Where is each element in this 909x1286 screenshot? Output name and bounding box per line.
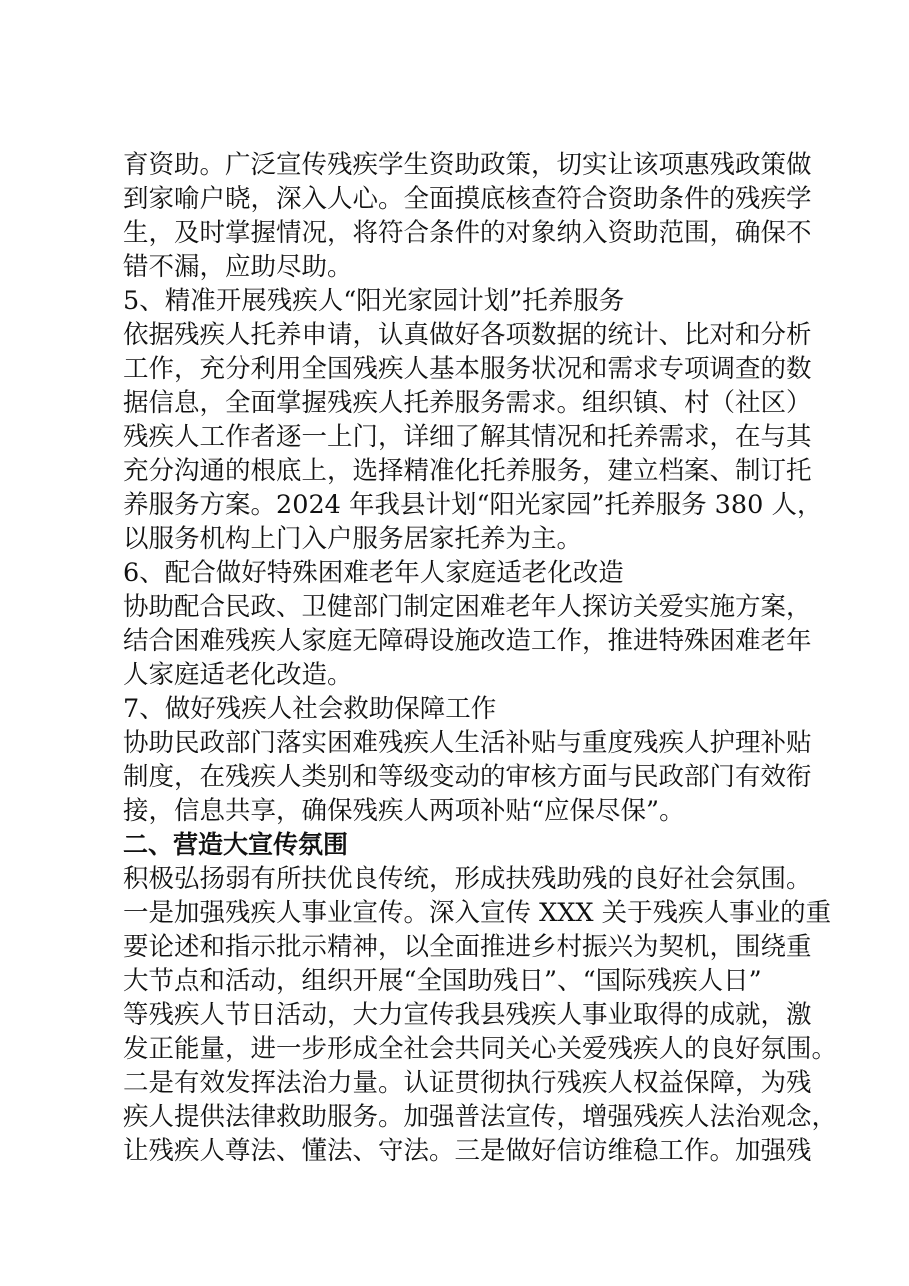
body-text-line: 以服务机构上门入户服务居家托养为主。 xyxy=(123,524,583,554)
body-text-line: 充分沟通的根底上，选择精准化托养服务，建立档案、制订托 xyxy=(123,456,812,486)
body-text-line: 要论述和指示批示精神，以全面推进乡村振兴为契机，围绕重 xyxy=(123,932,812,962)
body-text-line: 结合困难残疾人家庭无障碍设施改造工作，推进特殊困难老年 xyxy=(123,626,812,656)
body-text-line: 养服务方案。2024 年我县计划“阳光家园”托养服务 380 人， xyxy=(123,490,823,520)
body-text-line: 到家喻户晓，深入人心。全面摸底核查符合资助条件的残疾学 xyxy=(123,184,812,214)
body-text-line: 二是有效发挥法治力量。认证贯彻执行残疾人权益保障，为残 xyxy=(123,1068,812,1098)
body-text-line: 协助民政部门落实困难残疾人生活补贴与重度残疾人护理补贴 xyxy=(123,728,812,758)
section-subheading: 5、精准开展残疾人“阳光家园计划”托养服务 xyxy=(123,286,625,316)
body-text-line: 工作，充分利用全国残疾人基本服务状况和需求专项调查的数 xyxy=(123,354,812,384)
body-text-line: 据信息，全面掌握残疾人托养服务需求。组织镇、村（社区） xyxy=(123,388,812,418)
body-text-line: 生，及时掌握情况，将符合条件的对象纳入资助范围，确保不 xyxy=(123,218,812,248)
body-text-line: 疾人提供法律救助服务。加强普法宣传，增强残疾人法治观念， xyxy=(123,1102,838,1132)
body-text-line: 一是加强残疾人事业宣传。深入宣传 XXX 关于残疾人事业的重 xyxy=(123,898,832,928)
body-text-line: 协助配合民政、卫健部门制定困难老年人探访关爱实施方案， xyxy=(123,592,812,622)
section-heading: 二、营造大宣传氛围 xyxy=(123,830,349,859)
body-text-line: 大节点和活动，组织开展“全国助残日”、“国际残疾人日” xyxy=(123,966,762,996)
body-text-line: 制度，在残疾人类别和等级变动的审核方面与民政部门有效衔 xyxy=(123,762,812,792)
body-text-line: 让残疾人尊法、懂法、守法。三是做好信访维稳工作。加强残 xyxy=(123,1136,812,1166)
body-text-line: 人家庭适老化改造。 xyxy=(123,660,353,690)
body-text-line: 依据残疾人托养申请，认真做好各项数据的统计、比对和分析 xyxy=(123,320,812,350)
body-text-line: 积极弘扬弱有所扶优良传统，形成扶残助残的良好社会氛围。 xyxy=(123,864,812,894)
body-text-line: 育资助。广泛宣传残疾学生资助政策，切实让该项惠残政策做 xyxy=(123,150,812,180)
body-text-line: 错不漏，应助尽助。 xyxy=(123,252,353,282)
body-text-line: 等残疾人节日活动，大力宣传我县残疾人事业取得的成就，激 xyxy=(123,1000,812,1030)
section-subheading: 6、配合做好特殊困难老年人家庭适老化改造 xyxy=(123,558,624,588)
body-text-line: 发正能量，进一步形成全社会共同关心关爱残疾人的良好氛围。 xyxy=(123,1034,838,1064)
body-text-line: 接，信息共享，确保残疾人两项补贴“应保尽保”。 xyxy=(123,796,685,826)
section-subheading: 7、做好残疾人社会救助保障工作 xyxy=(123,694,497,724)
body-text-line: 残疾人工作者逐一上门，详细了解其情况和托养需求，在与其 xyxy=(123,422,812,452)
